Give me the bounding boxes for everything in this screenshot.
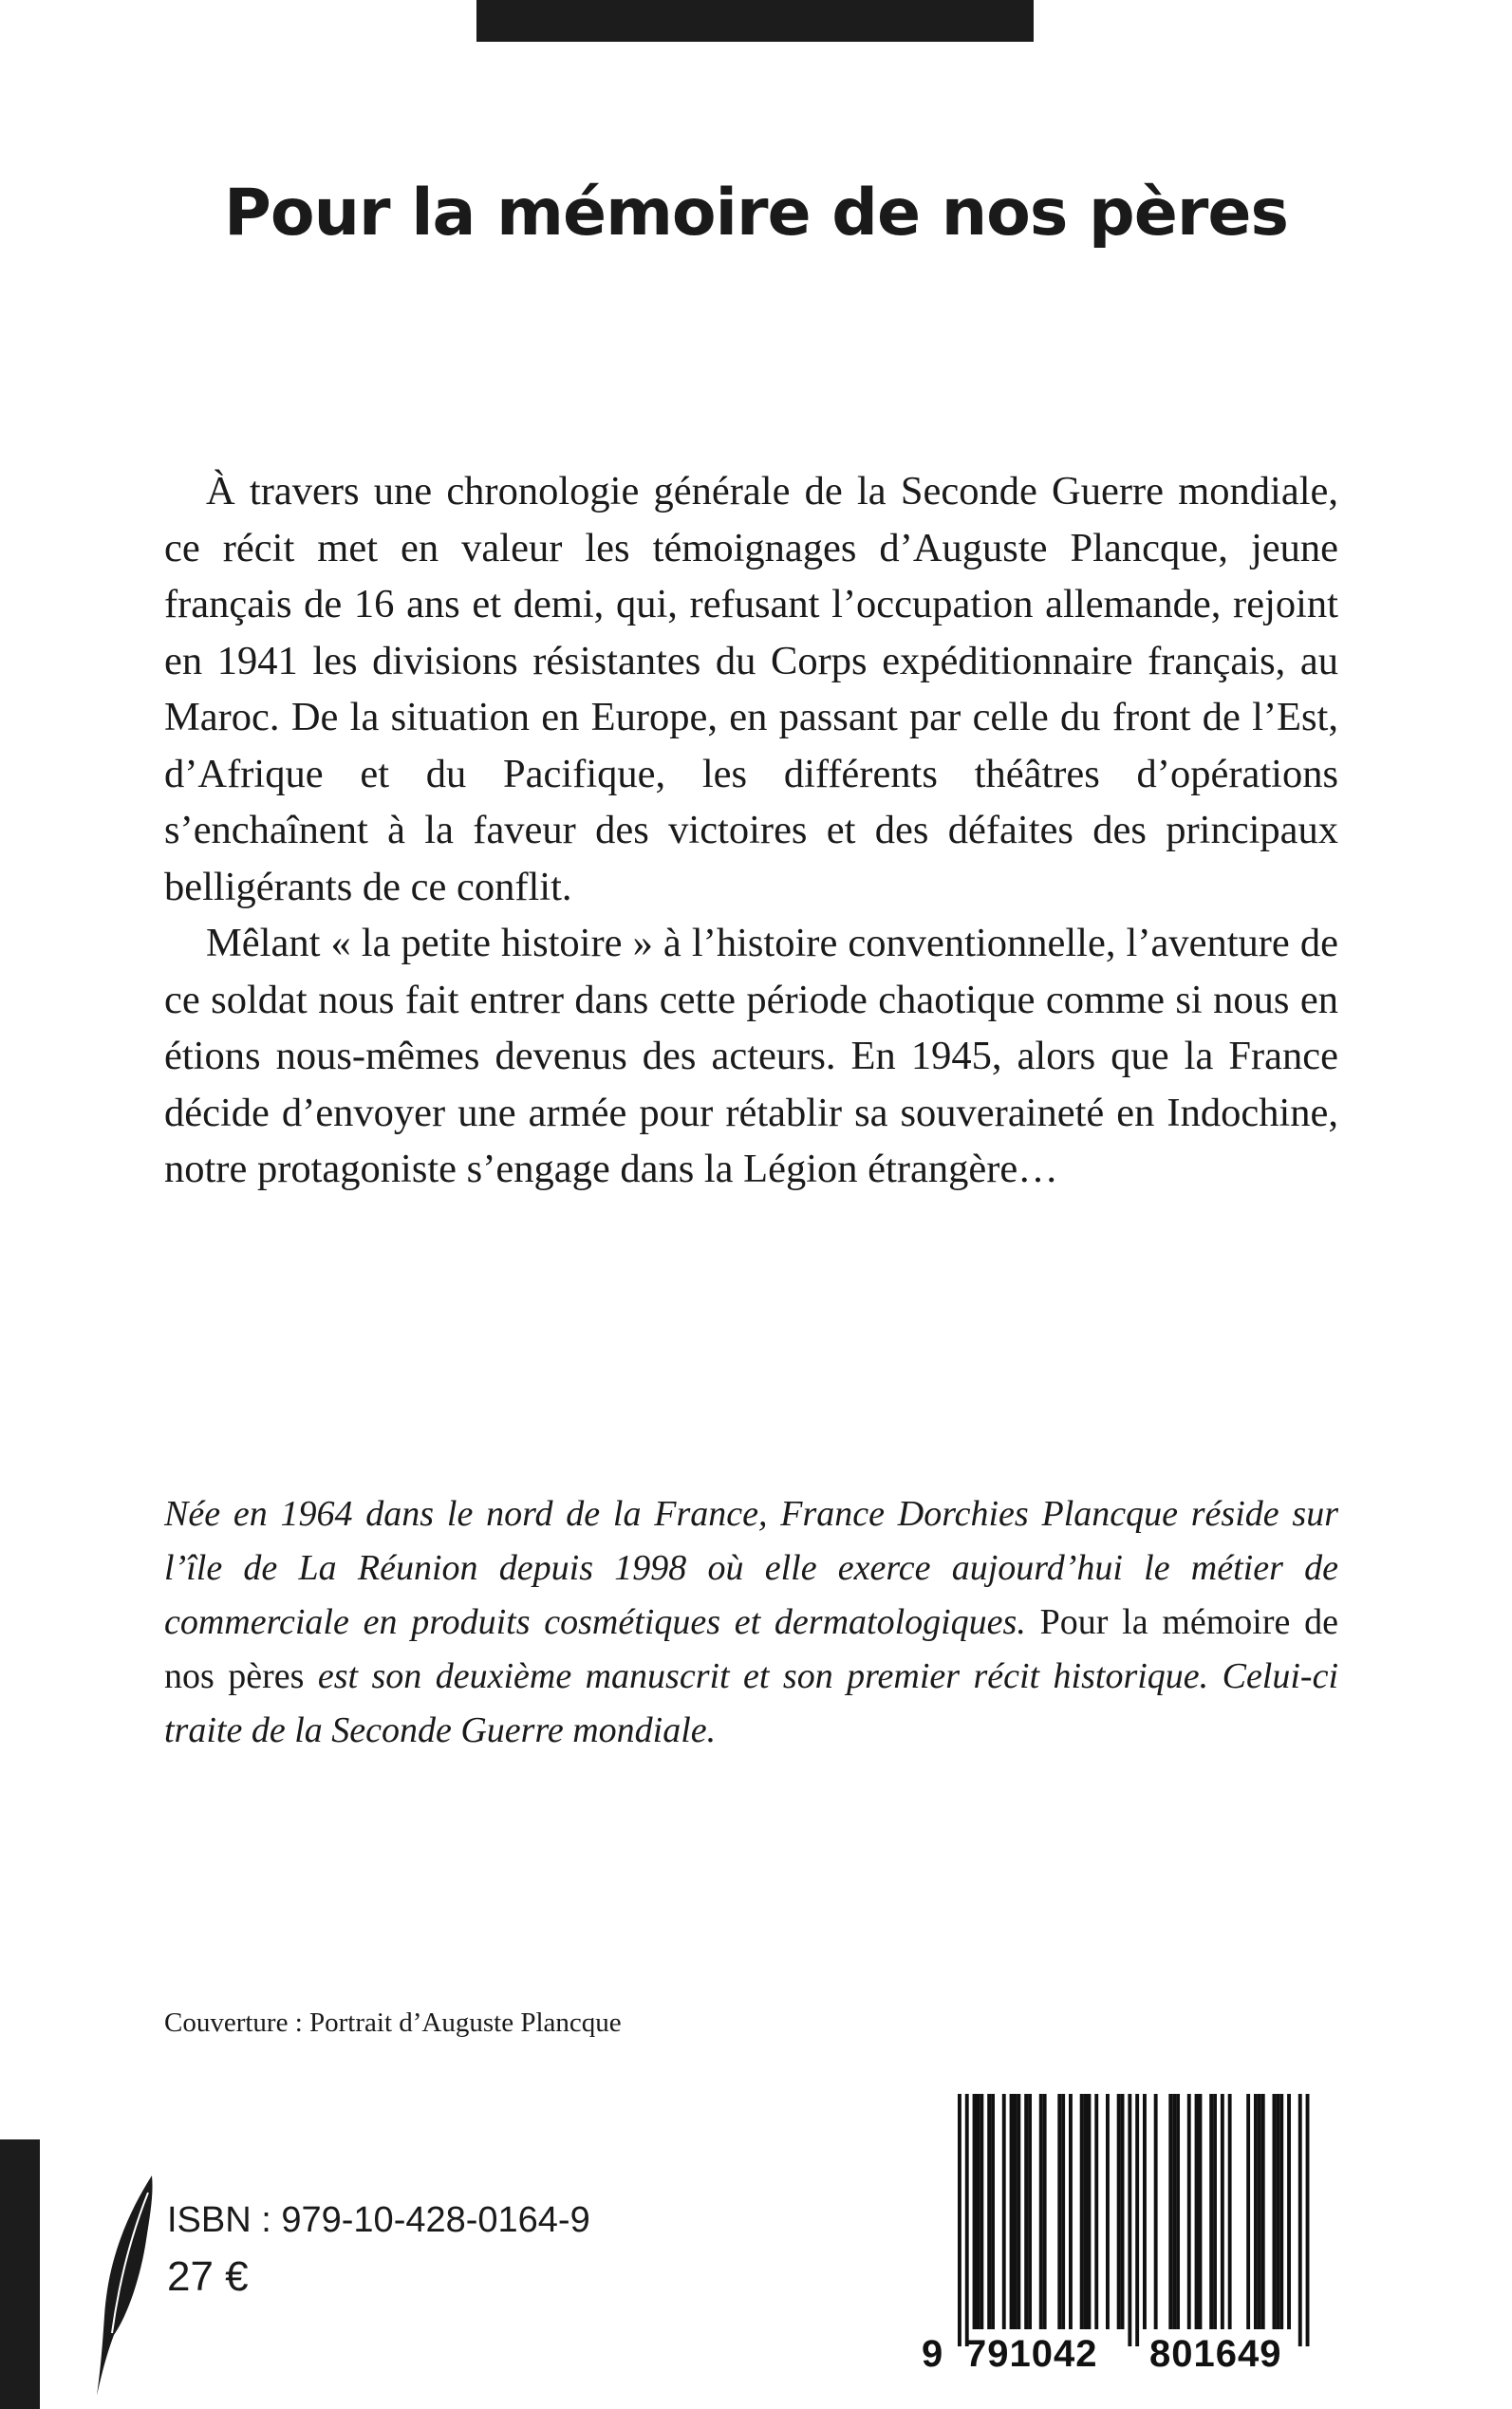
barcode-bar xyxy=(973,2094,977,2329)
barcode-bar xyxy=(1084,2094,1088,2329)
author-bio-book-title: Pour la mémoire de nos pères xyxy=(164,1602,1339,1696)
barcode-bar xyxy=(1061,2094,1065,2329)
barcode-bar xyxy=(1002,2094,1006,2329)
barcode-bar xyxy=(1010,2094,1014,2329)
barcode-bar xyxy=(987,2094,991,2329)
barcode-bars xyxy=(916,2090,1338,2346)
barcode-bar xyxy=(1209,2094,1213,2329)
barcode-bar xyxy=(958,2094,961,2346)
left-decorative-strip xyxy=(0,2139,40,2409)
barcode-bar xyxy=(1080,2094,1084,2329)
barcode-bar xyxy=(1287,2094,1291,2329)
isbn-barcode xyxy=(916,2090,1338,2378)
barcode-group-left: 791042 xyxy=(965,2333,1098,2375)
cover-credit: Couverture : Portrait d’Auguste Plancque xyxy=(164,2008,622,2038)
barcode-bar xyxy=(1043,2094,1047,2329)
barcode-bar xyxy=(991,2094,995,2329)
barcode-bar xyxy=(1017,2094,1020,2329)
barcode-bar xyxy=(977,2094,980,2329)
page-title: Pour la mémoire de nos pères xyxy=(224,176,1288,251)
barcode-bar xyxy=(1221,2094,1224,2329)
barcode-bar xyxy=(1135,2094,1139,2346)
barcode-bar xyxy=(1039,2094,1043,2329)
barcode-bar xyxy=(1094,2094,1098,2329)
barcode-digit-first: 9 xyxy=(922,2333,944,2375)
barcode-bar xyxy=(1168,2094,1172,2329)
barcode-bar xyxy=(1121,2094,1125,2329)
barcode-bar xyxy=(1276,2094,1279,2329)
barcode-bar xyxy=(1028,2094,1032,2329)
barcode-bar xyxy=(1088,2094,1092,2329)
barcode-bar xyxy=(1069,2094,1073,2329)
barcode-bar xyxy=(965,2094,969,2346)
barcode-bar xyxy=(1273,2094,1277,2329)
barcode-bar xyxy=(1246,2094,1250,2329)
barcode-bar xyxy=(1172,2094,1176,2329)
barcode-bar xyxy=(1199,2094,1203,2329)
barcode-bar xyxy=(1195,2094,1199,2329)
barcode-bar xyxy=(1306,2094,1310,2346)
barcode-bar xyxy=(1154,2094,1158,2329)
barcode-digits xyxy=(916,2333,1338,2381)
price-label: 27 € xyxy=(167,2253,249,2300)
barcode-bar xyxy=(1213,2094,1217,2329)
barcode-bar xyxy=(1254,2094,1258,2329)
barcode-bar xyxy=(1261,2094,1265,2329)
author-bio-outro: est son deuxième manuscrit et son premier récit historique. Celui-ci traite de la Seconde Guerre mondiale. xyxy=(164,1656,1338,1750)
book-summary xyxy=(164,463,1338,1198)
barcode-bar xyxy=(1014,2094,1017,2329)
barcode-bar xyxy=(1176,2094,1180,2329)
barcode-bar xyxy=(980,2094,983,2329)
top-decorative-bar xyxy=(476,0,1034,42)
isbn-label: ISBN : 979-10-428-0164-9 xyxy=(167,2200,590,2240)
barcode-bar xyxy=(1258,2094,1261,2329)
barcode-bar xyxy=(1024,2094,1028,2329)
barcode-bar xyxy=(1128,2094,1131,2346)
barcode-bar xyxy=(1106,2094,1110,2329)
barcode-group-right: 801649 xyxy=(1149,2333,1282,2375)
barcode-bar xyxy=(1057,2094,1061,2329)
barcode-bar xyxy=(1298,2094,1302,2346)
barcode-bar xyxy=(1117,2094,1121,2329)
author-bio xyxy=(164,1487,1338,1758)
summary-paragraph: À travers une chronologie générale de la Seconde Guerre mondiale, ce récit met en valeur les témoignages d’Auguste Plancque, jeune français de 16 ans et demi, qui, refusant l’occupation allemande, rejoint en 1941 les divisions résistantes du Corps expéditionnaire français, au Maroc. De la situation en Europe, en passant par celle du front de l’Est, d’Afrique et du Pacifique, les différents théâtres d’opérations s’enchaînent à la faveur des victoires et des défaites des principaux belligérants de ce conflit. xyxy=(164,469,1338,909)
feather-icon xyxy=(91,2174,158,2398)
barcode-bar xyxy=(1143,2094,1147,2329)
summary-paragraph: Mêlant « la petite histoire » à l’histoire conventionnelle, l’aventure de ce soldat nous fait entrer dans cette période chaotique comme si nous en étions nous-mêmes devenus des acteurs. En 1945, alors que la France décide d’envoyer une armée pour rétablir sa souveraineté en Indochine, notre protagoniste s’engage dans la Légion étrangère… xyxy=(164,921,1338,1191)
author-bio-intro: Née en 1964 dans le nord de la France, France Dorchies Plancque réside sur l’île de La Réunion depuis 1998 où elle exerce aujourd’hui le métier de commerciale en produits cosmétiques et dermatologiques. xyxy=(164,1494,1338,1642)
barcode-bar xyxy=(1279,2094,1283,2329)
barcode-bar xyxy=(1228,2094,1232,2329)
barcode-bar xyxy=(1187,2094,1191,2329)
